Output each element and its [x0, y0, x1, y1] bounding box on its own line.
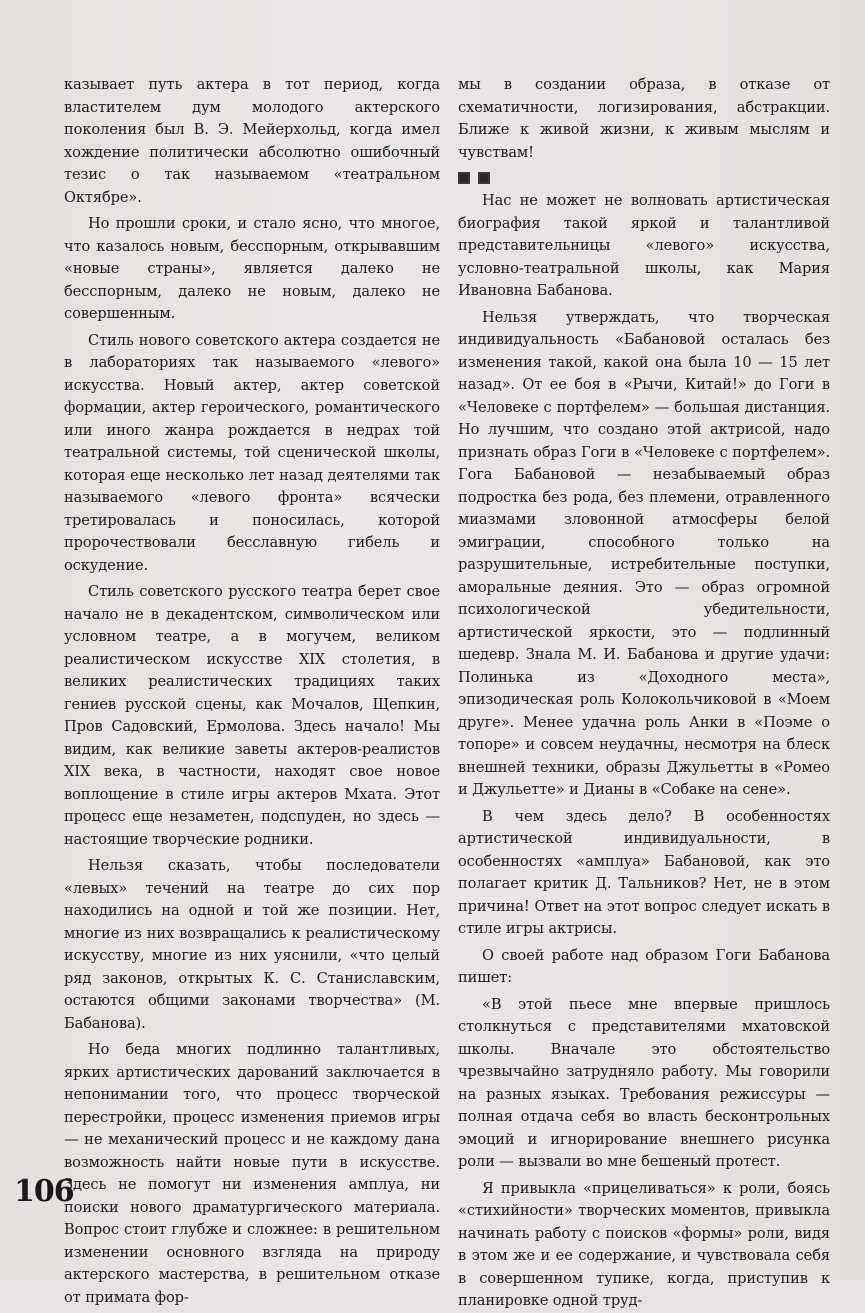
paragraph: Стиль советского русского театра берет свое начало не в декадентском, символическом или условном театре, а в могучем, великом реалистическом искусстве XIX столетия, в великих реалистических традициях таких гениев русской сцены, как Мочалов, Щепкин, Пров Садовский, Ермолова. Здесь начало! Мы видим, как великие заветы актеров-реалистов XIX века, в частности, находят свое новое воплощение в стиле игры актеров Мхата. Этот процесс еще незаметен, подспуден, но здесь — настоящие творческие родники.	[64, 583, 440, 848]
paragraph: казывает путь актера в тот период, когда властителем дум молодого актерского поколения был В. Э. Мейерхольд, когда имел хождение политически абсолютно ошибочный тезис о так называемом «театральном Октябре».	[64, 76, 440, 206]
paragraph: Нас не может не волновать артистическая биография такой яркой и талантливой представительницы «левого» искусства, условно-театральной школы, как Мария Ивановна Бабанова.	[458, 192, 830, 299]
paragraph: Я привыкла «прицеливаться» к роли, боясь «стихийности» творческих моментов, привыкла начинать работу с поисков «формы» роли, видя в этом же и ее содержание, и чувствовала себя в совершенном тупике, когда, приступив к планировке одной труд-	[458, 1179, 830, 1309]
right-column	[458, 74, 830, 1313]
square-ornament-icon	[478, 172, 490, 184]
paragraph: О своей работе над образом Гоги Бабанова пишет:	[458, 946, 830, 986]
page-number: 106	[14, 1174, 74, 1209]
square-ornament-icon	[458, 172, 470, 184]
paragraph: Нельзя сказать, чтобы последователи «левых» течений на театре до сих пор находились на одной и той же позиции. Нет, многие из них возвращались к реалистическому искусству, многие из них уяснили, «что целый ряд законов, открытых К. С. Станиславским, остаются общими законами творчества» (М. Бабанова).	[64, 857, 440, 1032]
paragraph: Но прошли сроки, и стало ясно, что многое, что казалось новым, бесспорным, открывавшим «новые страны», является далеко не бесспорным, далеко не новым, далеко не совершенным.	[64, 215, 440, 322]
quote-paragraph: «В этой пьесе мне впервые пришлось столкнуться с представителями мхатовской школы. Вначале это обстоятельство чрезвычайно затрудняло работу. Мы говорили на разных языках. Требования режиссуры — полная отдача себя во власть бесконтрольных эмоций и игнорирование внешнего рисунка роли — вызвали во мне бешеный протест.	[458, 995, 830, 1170]
paragraph: Нельзя утверждать, что творческая индивидуальность «Бабановой осталась без изменения такой, какой она была 10 — 15 лет назад». От ее боя в «Рычи, Китай!» до Гоги в «Человеке с портфелем» — большая дистанция. Но лучшим, что создано этой актрисой, надо признать образ Гоги в «Человеке с портфелем». Гога Бабановой — незабываемый образ подростка без рода, без племени, отравленного миазмами зловонной атмосферы белой эмиграции, способного только на разрушительные, истребительные поступки, аморальные деяния. Это — образ огромной психологической убедительности, артистической яркости, это — подлинный шедевр. Знала М. И. Бабанова и другие удачи: Полинька из «Доходного места», эпизодическая роль Колокольчиковой в «Моем друге». Менее удачна роль Анки в «Поэме о топоре» и совсем неудачны, несмотря на блеск внешней техники, образы Джульетты в «Ромео и Джульетте» и Дианы в «Собаке на сене».	[458, 308, 830, 798]
paragraph: Но беда многих подлинно талантливых, ярких артистических дарований заключается в непонимании того, что процесс творческой перестройки, процесс изменения приемов игры — не механический процесс и не каждому дана возможность найти новые пути в искусстве. Здесь не помогут ни изменения амплуа, ни поиски нового драматургического материала. Вопрос стоит глубже и сложнее: в решительном изменении основного взгляда на природу актерского мастерства, в решительном отказе от примата фор-	[64, 1041, 440, 1306]
paragraph: Стиль нового советского актера создается не в лабораториях так называемого «левого» искусства. Новый актер, актер советской формации, актер героического, романтического или иного жанра рождается в недрах той театральной системы, той сценической школы, которая еще несколько лет назад деятелями так называемого «левого фронта» всячески третировалась и поносилась, которой пророчествовали бесславную гибель и оскудение.	[64, 331, 440, 574]
left-column	[64, 74, 440, 1309]
section-divider-ornament	[458, 166, 830, 188]
paragraph: В чем здесь дело? В особенностях артистической индивидуальности, в особенностях «амплуа» Бабановой, как это полагает критик Д. Тальников? Нет, не в этом причина! Ответ на этот вопрос следует искать в стиле игры актрисы.	[458, 807, 830, 937]
paragraph: мы в создании образа, в отказе от схематичности, логизирования, абстракции. Ближе к живой жизни, к живым мыслям и чувствам!	[458, 76, 830, 161]
